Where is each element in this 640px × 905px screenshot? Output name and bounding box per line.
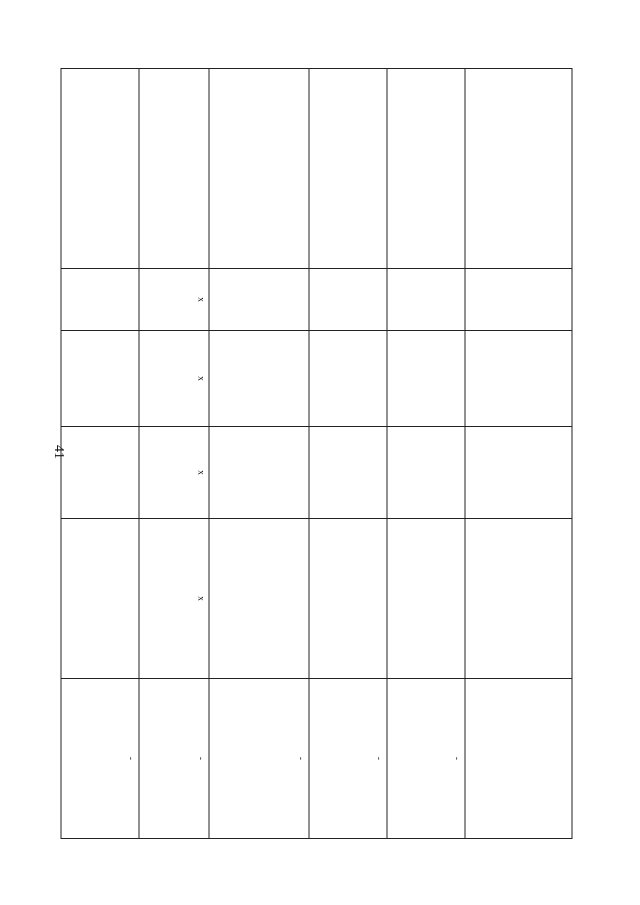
indicator-unit xyxy=(61,268,139,330)
indicator-info-source xyxy=(61,426,139,518)
header-compliance xyxy=(465,678,572,838)
task-method: x xyxy=(139,518,209,678)
rotated-table-container xyxy=(68,68,573,838)
indicator-data-source xyxy=(387,330,465,426)
indicator-data-source xyxy=(209,330,309,426)
table-row xyxy=(61,68,139,838)
indicator-data-source xyxy=(61,330,139,426)
indicator-name xyxy=(61,68,139,268)
table-row xyxy=(387,68,465,838)
indicator-unit xyxy=(209,268,309,330)
task-name xyxy=(139,68,209,268)
indicator-compliance: - xyxy=(61,678,139,838)
table-row xyxy=(209,68,309,838)
indicator-method xyxy=(309,518,387,678)
indicator-compliance: - xyxy=(387,678,465,838)
header-unit xyxy=(465,268,572,330)
header-data-source xyxy=(465,330,572,426)
task-info-source: x xyxy=(139,426,209,518)
indicator-info-source xyxy=(209,426,309,518)
table-header-row xyxy=(465,68,572,838)
indicator-info-source xyxy=(309,426,387,518)
task-compliance: - xyxy=(139,678,209,838)
indicator-compliance: - xyxy=(209,678,309,838)
indicator-name xyxy=(309,68,387,268)
indicator-method xyxy=(61,518,139,678)
header-indicator-name xyxy=(465,68,572,268)
table-row xyxy=(309,68,387,838)
indicator-name xyxy=(209,68,309,268)
indicator-unit xyxy=(387,268,465,330)
page-number: 41 xyxy=(51,445,66,459)
indicator-method xyxy=(209,518,309,678)
table-row xyxy=(139,68,209,838)
indicator-unit xyxy=(309,268,387,330)
header-method xyxy=(465,518,572,678)
indicator-compliance: - xyxy=(309,678,387,838)
indicator-name xyxy=(387,68,465,268)
indicator-data-source xyxy=(309,330,387,426)
indicator-method xyxy=(387,518,465,678)
task-unit: x xyxy=(139,268,209,330)
task-data-source: x xyxy=(139,330,209,426)
indicators-table xyxy=(61,68,573,839)
header-info-source xyxy=(465,426,572,518)
indicator-info-source xyxy=(387,426,465,518)
